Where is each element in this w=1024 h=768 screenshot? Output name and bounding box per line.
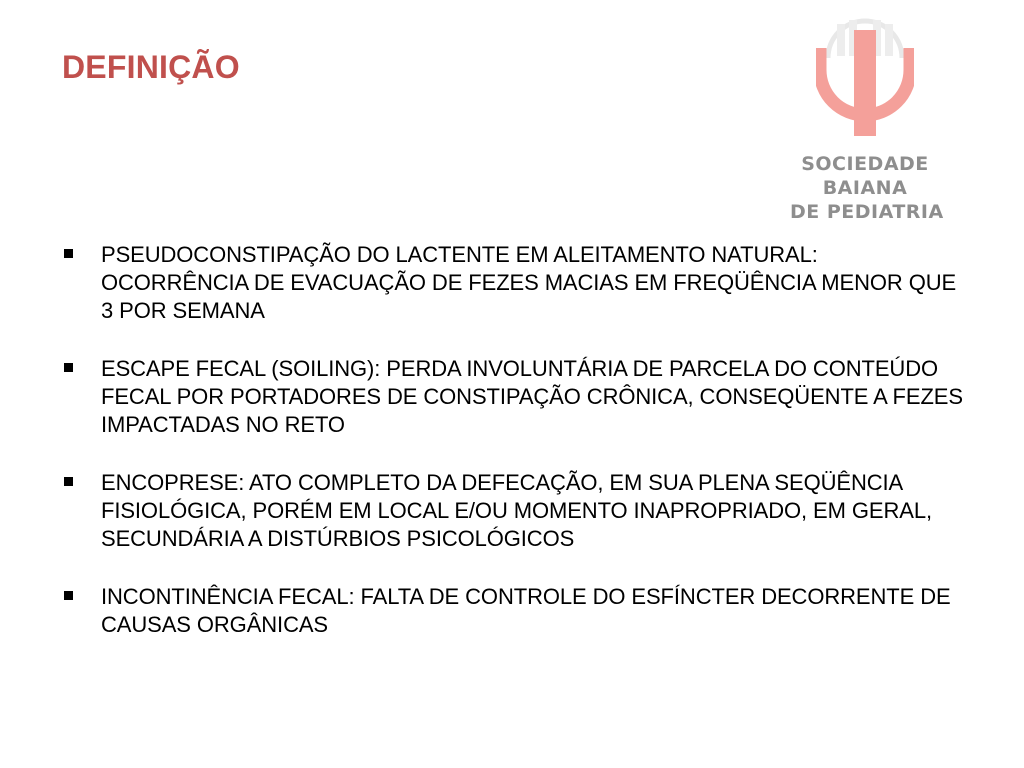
list-item-text: PSEUDOCONSTIPAÇÃO DO LACTENTE EM ALEITAMENTO NATURAL: OCORRÊNCIA DE EVACUAÇÃO DE FEZES MACIAS EM FREQÜÊNCIA MENOR QUE 3 POR SEMANA	[101, 242, 957, 323]
list-item	[64, 469, 964, 553]
list-item	[64, 583, 964, 639]
square-bullet-icon	[64, 249, 73, 258]
slide-title: DEFINIÇÃO	[62, 49, 240, 85]
logo-line-1: SOCIEDADE	[801, 153, 929, 175]
list-item-text: INCONTINÊNCIA FECAL: FALTA DE CONTROLE DO ESFÍNCTER DECORRENTE DE CAUSAS ORGÂNICAS	[101, 584, 951, 637]
square-bullet-icon	[64, 363, 73, 372]
logo-line-3: DE PEDIATRIA	[790, 201, 944, 223]
list-item-text: ENCOPRESE: ATO COMPLETO DA DEFECAÇÃO, EM SUA PLENA SEQÜÊNCIA FISIOLÓGICA, PORÉM EM LOCAL E/OU MOMENTO INAPROPRIADO, EM GERAL, SECUNDÁRIA A DISTÚRBIOS PSICOLÓGICOS	[101, 470, 932, 551]
list-item	[64, 355, 964, 439]
logo-cross-icon	[816, 18, 914, 138]
logo-text	[790, 152, 944, 224]
list-item-text: ESCAPE FECAL (SOILING): PERDA INVOLUNTÁRIA DE PARCELA DO CONTEÚDO FECAL POR PORTADORES DE CONSTIPAÇÃO CRÔNICA, CONSEQÜENTE A FEZES IMPACTADAS NO RETO	[101, 356, 963, 437]
list-item	[64, 241, 964, 325]
definition-list	[64, 241, 964, 669]
square-bullet-icon	[64, 591, 73, 600]
sociedade-baiana-de-pediatria-logo	[790, 18, 944, 228]
logo-line-2: BAIANA	[822, 177, 908, 199]
square-bullet-icon	[64, 477, 73, 486]
